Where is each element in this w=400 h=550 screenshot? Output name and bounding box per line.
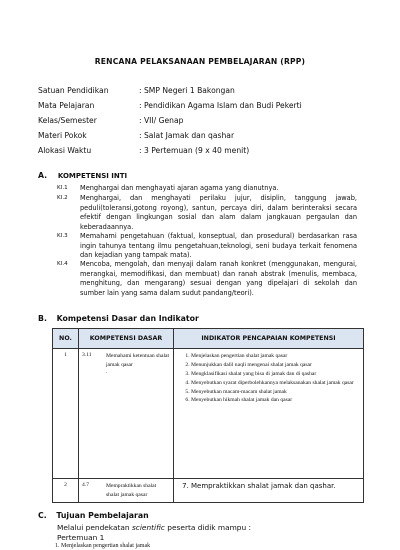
ki-item [57,184,357,194]
identity-value: : VII/ Genap [139,116,184,125]
section-letter: C. [38,511,47,520]
row-number: 2 [53,479,79,503]
ki-code: KI.4 [57,261,68,267]
section-title: KOMPETENSI INTI [57,172,128,180]
kd-text: Memahami ketentuan shalat jamak qasar [106,353,170,368]
kd-code: 4.7 [82,482,89,488]
header-kd: KOMPETENSI DASAR [79,329,174,349]
kd-cell [79,349,174,479]
list-item: 1. Menjelaskan pengertian shalat jamak qasar [191,352,360,361]
indicator-cell [174,349,364,479]
indicator-list [177,352,360,405]
document-title: RENCANA PELAKSANAAN PEMBELAJARAN (RPP) [94,57,306,66]
ki-text: Menghargai dan menghayati ajaran agama yang dianutnya. [80,184,279,192]
identity-value: : Salat Jamak dan qashar [139,131,235,140]
ki-code: KI.1 [57,185,68,191]
ki-text: Menghargai, dan menghayati perilaku jujur, disiplin, tanggung jawab, peduli(toleransi,gotong royong), santun, percaya diri, dalam berinteraksi secara efektif dengan lingkungan sosial dan alam dalam jangkauan pergaulan dan keberadaannya. [80,194,357,231]
ki-code: KI.3 [57,233,68,239]
intro-text: Melalui pendekatan [57,523,132,532]
kd-indicator-table [52,328,364,503]
list-item: 4. Menyebutkan syarat diperbolehkannya melaksanakan shalat jamak qasar [191,379,360,388]
section-title: Kompetensi Dasar dan Indikator [56,314,199,323]
section-title: Tujuan Pembelajaran [56,511,149,520]
kd-mark: . [106,369,108,375]
list-item: 2. Menunjukkan dalil naqli mengenai shalat jamak qasar [191,361,360,370]
list-item: 5. Menyebutkan macam-macam shalat jamak [191,388,360,397]
ki-text: Mencoba, mengolah, dan menyaji dalam ranah konkret (menggunakan, mengurai, merangkai, memodifikasi, dan membuat) dan ranah abstrak (menulis, membaca, menghitung, dan mengarang) sesuai dengan yang dipelajari di sekolah dan sumber lain yang sama dalam sudut pandang/teori). [80,260,357,297]
ki-item [57,260,357,298]
identity-value: : Pendidikan Agama Islam dan Budi Pekerti [139,101,302,110]
identity-label: Materi Pokok [38,131,87,140]
kd-text: Mempraktikkan shalat shalat jamak qasar [106,483,157,498]
section-b-heading [38,314,199,323]
indicator-list [177,482,360,491]
section-a-heading [38,171,127,180]
row-number: 1 [53,349,79,479]
identity-label: Mata Pelajaran [38,101,95,110]
table-row [53,479,364,503]
list-item: 3. Mengklasifikasi shalat yang bisa di jamak dan di qashar [191,370,360,379]
header-indikator: INDIKATOR PENCAPAIAN KOMPETENSI [174,329,364,349]
intro-text: peserta didik mampu : [164,523,252,532]
ki-item [57,232,357,261]
ki-item [57,194,357,232]
header-no: NO. [53,329,79,349]
list-item: 6. Menyebutkan hikmah shalat jamak dan qasar [191,396,360,405]
table-row [53,349,364,479]
identity-label: Alokasi Waktu [38,146,92,155]
section-letter: A. [38,171,48,180]
identity-value: : SMP Negeri 1 Bakongan [139,86,235,95]
identity-label: Kelas/Semester [38,116,97,125]
list-item: 7. Mempraktikkan shalat jamak dan qashar. [191,482,360,491]
section-c-heading [38,511,149,520]
meeting-label: Pertemuan 1 [57,533,105,542]
indicator-cell [174,479,364,503]
intro-emphasis: scientific [131,523,165,532]
kd-cell [79,479,174,503]
ki-text: Memahami pengetahuan (faktual, konseptual, dan prosedural) berdasarkan rasa ingin tahunya tentang ilmu pengetahuan,teknologi, seni budaya terkait fenomena dan kejadian yang tampak mata). [80,232,357,259]
section-letter: B. [38,314,47,323]
identity-value: : 3 Pertemuan (9 x 40 menit) [139,146,250,155]
kd-code: 3.11 [82,352,92,358]
identity-label: Satuan Pendidikan [38,86,109,95]
tujuan-item: 1. Menjelaskan pengertian shalat jamak [55,543,151,549]
ki-code: KI.2 [57,195,68,201]
tujuan-intro [57,523,251,532]
